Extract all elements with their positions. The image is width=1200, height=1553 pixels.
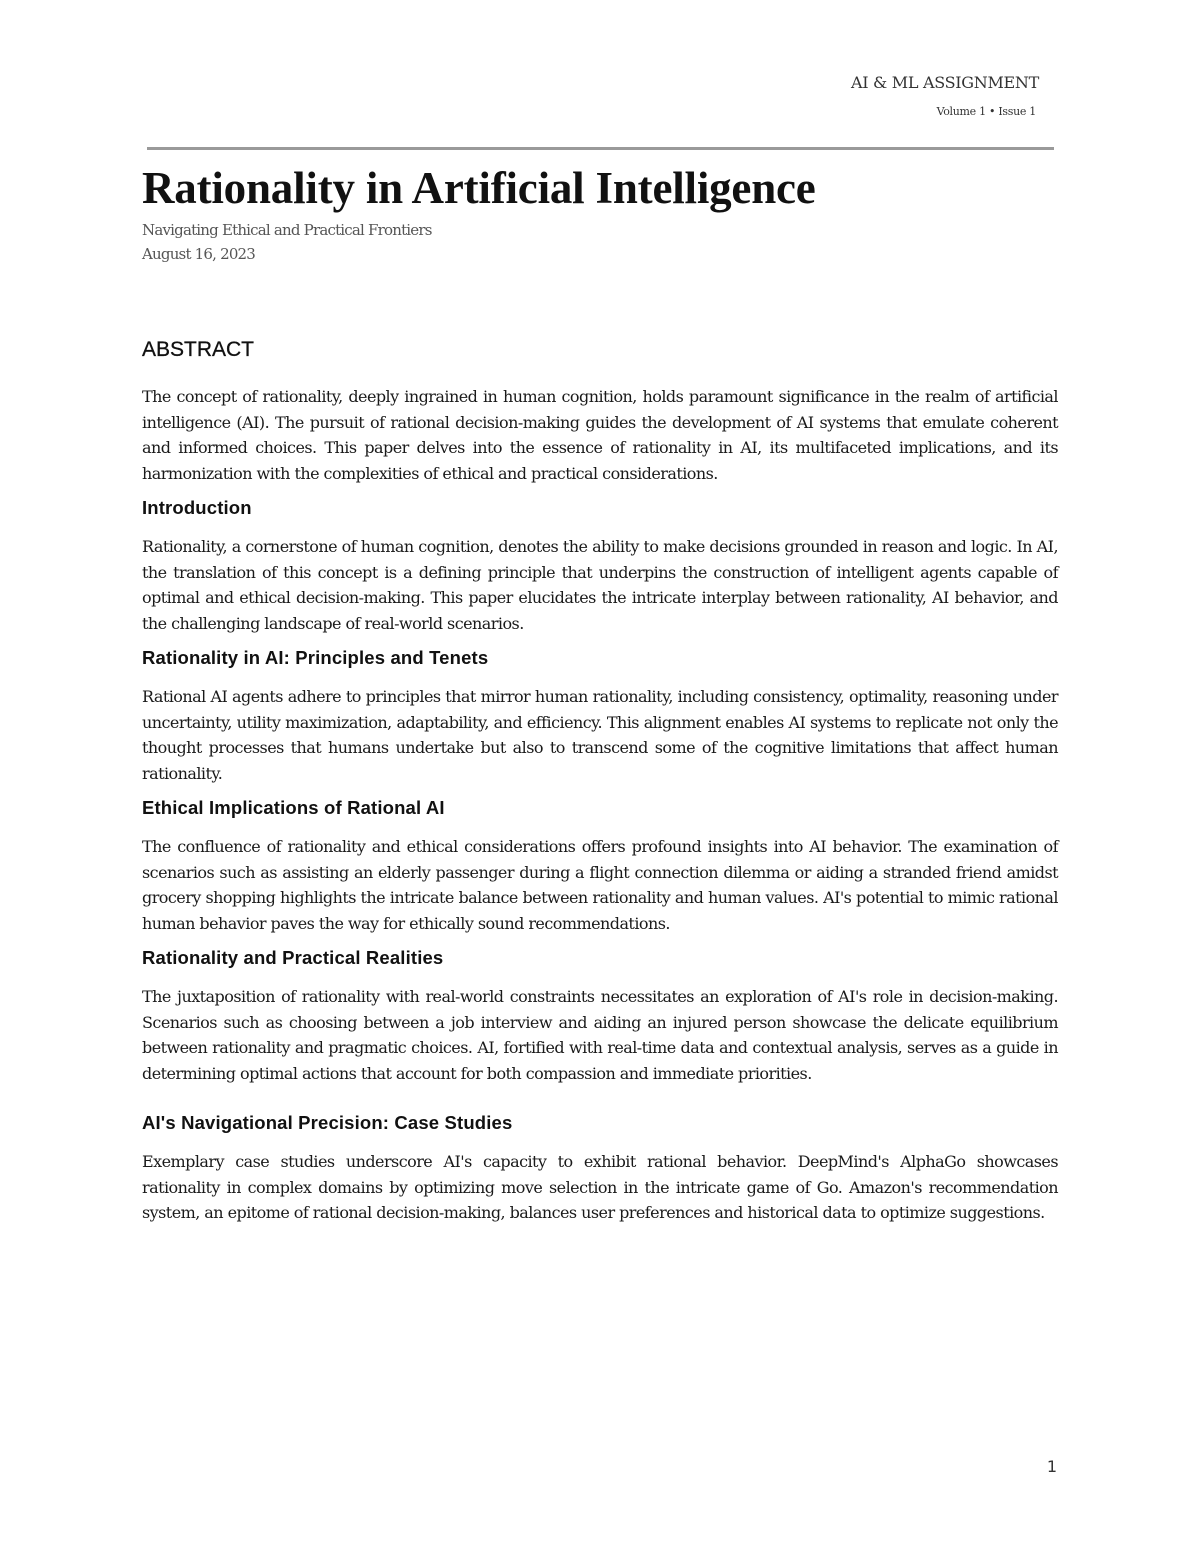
section-abstract — [142, 338, 1058, 486]
case-studies-heading: AI's Navigational Precision: Case Studies — [142, 1112, 513, 1133]
ethical-implications-heading: Ethical Implications of Rational AI — [142, 797, 445, 818]
abstract-heading: ABSTRACT — [142, 338, 255, 361]
article-body — [142, 338, 1058, 1237]
section-introduction — [142, 497, 1058, 636]
practical-realities-text: The juxtaposition of rationality with real-world constraints necessitates an exploration of AI's role in decision-making. Scenarios such as choosing between a job interview and aiding an injured person showcase the delicate equilibrium between rationality and pragmatic choices. AI, fortified with real-time data and contextual analysis, serves as a guide in determining optimal actions that account for both compassion and immediate priorities. — [142, 987, 1058, 1083]
running-title: AI & ML ASSIGNMENT — [850, 73, 1039, 92]
case-studies-text: Exemplary case studies underscore AI's capacity to exhibit rational behavior. DeepMind's AlphaGo showcases rationality in complex domains by optimizing move selection in the intricate game of Go. Amazon's recommendation system, an epitome of rational decision-making, balances user preferences and historical data to optimize suggestions. — [142, 1152, 1058, 1222]
section-principles — [142, 647, 1058, 786]
ethical-implications-text: The confluence of rationality and ethical considerations offers profound insights into AI behavior. The examination of scenarios such as assisting an elderly passenger during a flight connection dilemma or aiding a stranded friend amidst grocery shopping highlights the intricate balance between rationality and human values. AI's potential to mimic rational human behavior paves the way for ethically sound recommendations. — [142, 837, 1058, 933]
page-number: 1 — [1046, 1457, 1057, 1476]
article-subtitle: Navigating Ethical and Practical Frontiers — [142, 221, 432, 239]
header-divider — [147, 147, 1054, 150]
section-ethical-implications — [142, 797, 1058, 936]
article-date: August 16, 2023 — [142, 245, 256, 263]
section-case-studies — [142, 1112, 1058, 1226]
article-title: Rationality in Artificial Intelligence — [142, 163, 816, 213]
introduction-heading: Introduction — [142, 497, 252, 518]
principles-heading: Rationality in AI: Principles and Tenets — [142, 647, 489, 668]
section-practical-realities — [142, 947, 1058, 1086]
abstract-text: The concept of rationality, deeply ingrained in human cognition, holds paramount significance in the realm of artificial intelligence (AI). The pursuit of rational decision-making guides the development of AI systems that emulate coherent and informed choices. This paper delves into the essence of rationality in AI, its multifaceted implications, and its harmonization with the complexities of ethical and practical considerations. — [142, 387, 1058, 483]
volume-issue: Volume 1 • Issue 1 — [936, 105, 1036, 118]
practical-realities-heading: Rationality and Practical Realities — [142, 947, 444, 968]
principles-text: Rational AI agents adhere to principles that mirror human rationality, including consistency, optimality, reasoning under uncertainty, utility maximization, adaptability, and efficiency. This alignment enables AI systems to replicate not only the thought processes that humans undertake but also to transcend some of the cognitive limitations that affect human rationality. — [142, 687, 1058, 783]
introduction-text: Rationality, a cornerstone of human cognition, denotes the ability to make decisions grounded in reason and logic. In AI, the translation of this concept is a defining principle that underpins the construction of intelligent agents capable of optimal and ethical decision-making. This paper elucidates the intricate interplay between rationality, AI behavior, and the challenging landscape of real-world scenarios. — [142, 537, 1058, 633]
